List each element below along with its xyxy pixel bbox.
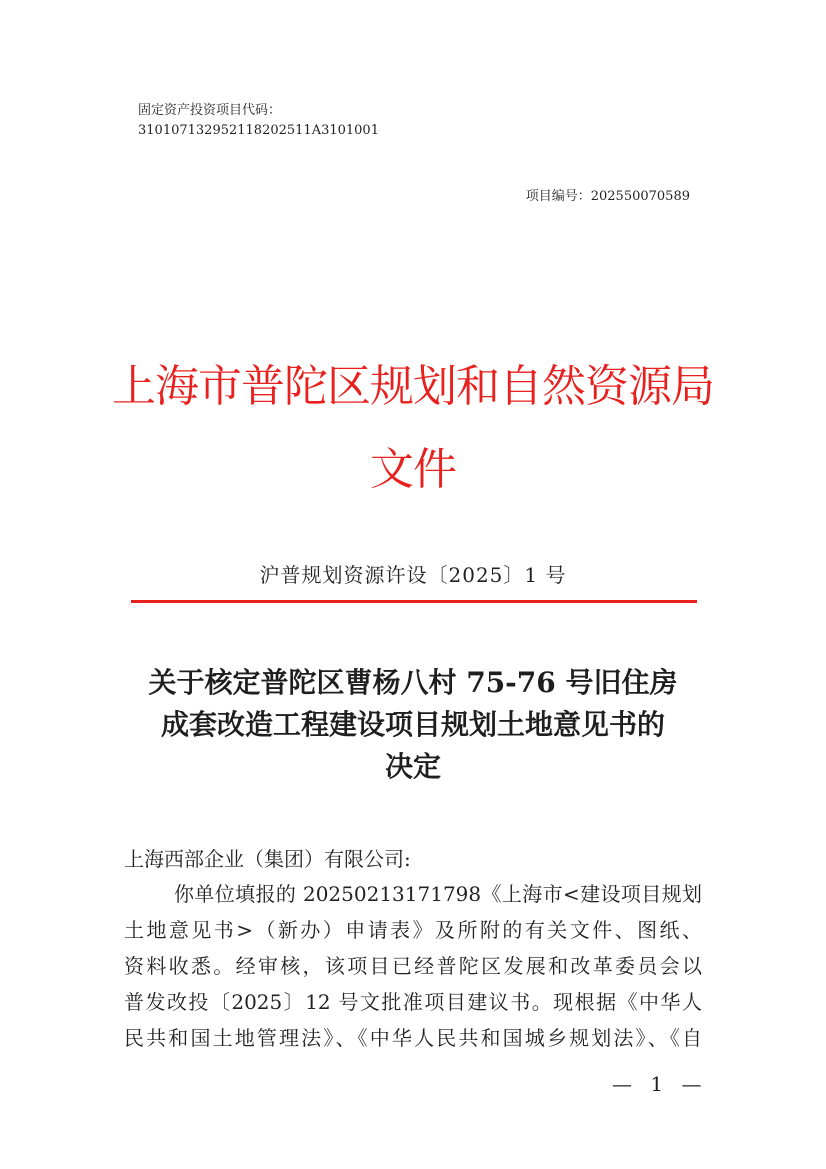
title-line-2: 成套改造工程建设项目规划土地意见书的: [160, 708, 665, 741]
body-line: 民共和国土地管理法》、《中华人民共和国城乡规划法》、《自: [124, 1026, 702, 1050]
title-line-1: 关于核定普陀区曹杨八村 75-76 号旧住房: [148, 666, 678, 699]
masthead-doc-type: 文件: [370, 444, 456, 495]
fixed-asset-code-label: 固定资产投资项目代码：: [138, 103, 282, 118]
body-line: 土地意见书>（新办）申请表》及所附的有关文件、图纸、: [124, 918, 702, 942]
body-line: 你单位填报的 20250213171798《上海市<建设项目规划: [174, 882, 702, 906]
masthead-org-name: 上海市普陀区规划和自然资源局: [112, 361, 714, 412]
project-number: 项目编号：202550070589: [525, 189, 690, 204]
document-number: 沪普规划资源许设〔2025〕1 号: [259, 563, 567, 587]
title-line-3: 决定: [384, 750, 441, 783]
body-line: 资料收悉。经审核，该项目已经普陀区发展和改革委员会以: [124, 954, 702, 978]
body-line: 普发改投〔2025〕12 号文批准项目建议书。现根据《中华人: [124, 990, 702, 1014]
page-number: — 1 —: [612, 1072, 708, 1096]
fixed-asset-code: 310107132952118202511A3101001: [138, 123, 379, 138]
red-divider-line: [131, 600, 697, 603]
salutation: 上海西部企业（集团）有限公司:: [124, 847, 411, 871]
